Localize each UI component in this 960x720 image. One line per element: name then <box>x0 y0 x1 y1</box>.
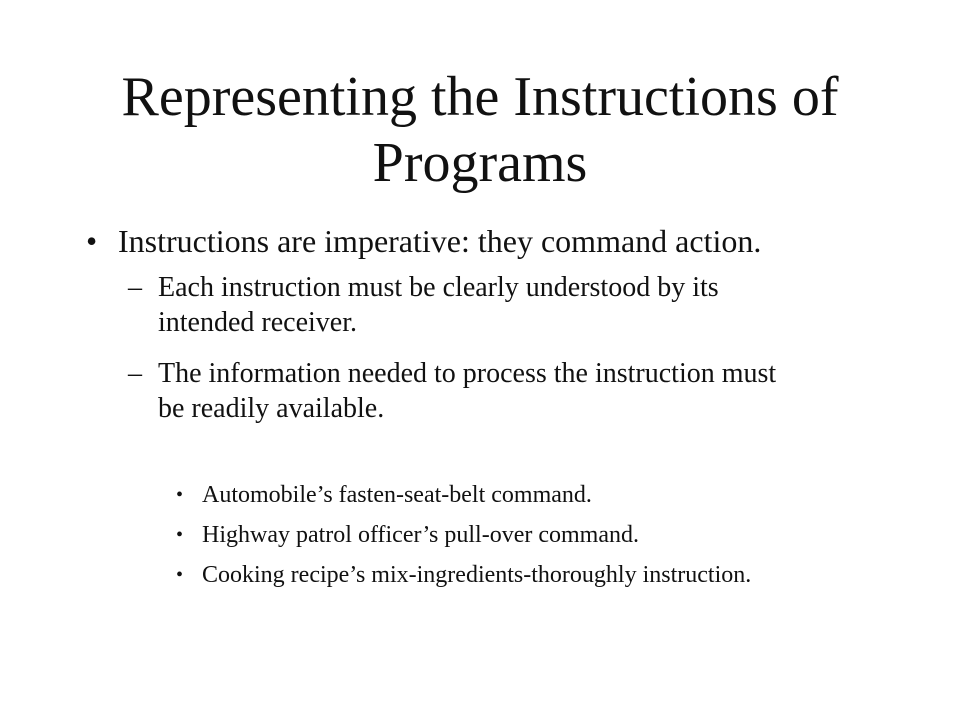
slide-title-line-1: Representing the Instructions of <box>121 66 839 128</box>
sub-bullet-2 <box>128 356 888 426</box>
bullet-icon: • <box>176 484 184 506</box>
dash-icon: – <box>128 358 142 389</box>
bullet-icon: • <box>86 223 98 259</box>
sub-bullet-line-2: intended receiver. <box>158 307 358 338</box>
sub-bullet-line-2: be readily available. <box>158 393 385 424</box>
slide-title-line-2: Programs <box>372 132 588 194</box>
example-text: Automobile’s fasten-seat-belt command. <box>202 482 592 508</box>
sub-bullet-line-1: Each instruction must be clearly understood by its <box>158 272 719 303</box>
sub-bullet-line-1: The information needed to process the instruction must <box>158 358 777 389</box>
bullet-icon: • <box>176 524 184 546</box>
dash-icon: – <box>128 272 142 303</box>
sub-bullet-1 <box>128 270 888 340</box>
example-text: Cooking recipe’s mix-ingredients-thoroughly instruction. <box>202 562 752 588</box>
slide-title <box>60 64 900 196</box>
sub-bullet-text <box>158 356 898 426</box>
main-bullet-text: Instructions are imperative: they command action. <box>118 223 762 259</box>
example-text: Highway patrol officer’s pull-over command. <box>202 522 639 548</box>
sub-bullet-text <box>158 270 898 340</box>
bullet-icon: • <box>176 564 184 586</box>
